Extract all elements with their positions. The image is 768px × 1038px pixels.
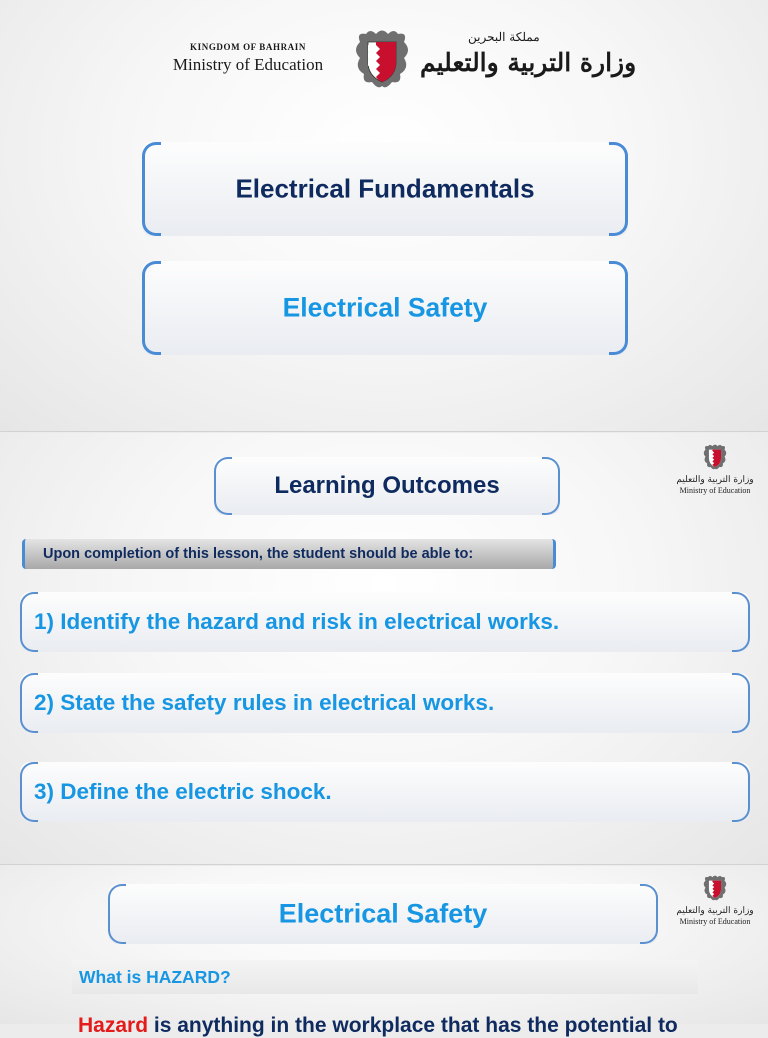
learning-outcomes-heading-box: [214, 457, 560, 515]
section-heading: Electrical Safety: [278, 898, 488, 929]
bahrain-emblem-icon: [702, 443, 728, 471]
hazard-question: What is HAZARD?: [72, 960, 698, 994]
bahrain-emblem-icon: [702, 874, 728, 902]
ministry-logo-small: [670, 443, 760, 495]
arabic-kingdom-label: مملكة البحرين: [468, 30, 540, 44]
ministry-logo-small: [670, 874, 760, 926]
course-title: Electrical Fundamentals: [235, 173, 535, 204]
ministry-label: Ministry of Education: [172, 55, 324, 74]
logo-english-text: Ministry of Education: [679, 917, 751, 926]
electrical-safety-slide: [0, 866, 768, 1037]
logo-arabic-text: وزارة التربية والتعليم: [676, 475, 754, 485]
ministry-header-english: [158, 42, 338, 75]
logo-english-text: Ministry of Education: [679, 486, 751, 495]
learning-outcomes-heading: Learning Outcomes: [274, 472, 500, 499]
hazard-term: Hazard: [78, 1014, 149, 1037]
intro-banner: Upon completion of this lesson, the student should be able to:: [22, 539, 556, 569]
outcome-text: 3) Define the electric shock.: [34, 779, 332, 804]
arabic-ministry-label: وزارة التربية والتعليم: [420, 48, 637, 77]
bahrain-emblem-icon: [352, 28, 412, 90]
kingdom-label: KINGDOM OF BAHRAIN: [190, 42, 306, 52]
section-heading-box: [108, 884, 658, 944]
outcome-item: [20, 762, 750, 822]
outcome-text: 1) Identify the hazard and risk in electrical works.: [34, 609, 560, 634]
outcome-item: [20, 592, 750, 652]
learning-outcomes-slide: [0, 433, 768, 865]
outcome-text: 2) State the safety rules in electrical works.: [34, 690, 495, 715]
lesson-title: Electrical Safety: [282, 292, 488, 323]
hazard-definition: [78, 1014, 678, 1038]
hazard-definition-text: is anything in the workplace that has the potential to: [148, 1014, 678, 1037]
course-title-box: [142, 142, 628, 236]
title-slide: [0, 0, 768, 432]
lesson-title-box: [142, 261, 628, 355]
outcome-item: [20, 673, 750, 733]
logo-arabic-text: وزارة التربية والتعليم: [676, 906, 754, 916]
